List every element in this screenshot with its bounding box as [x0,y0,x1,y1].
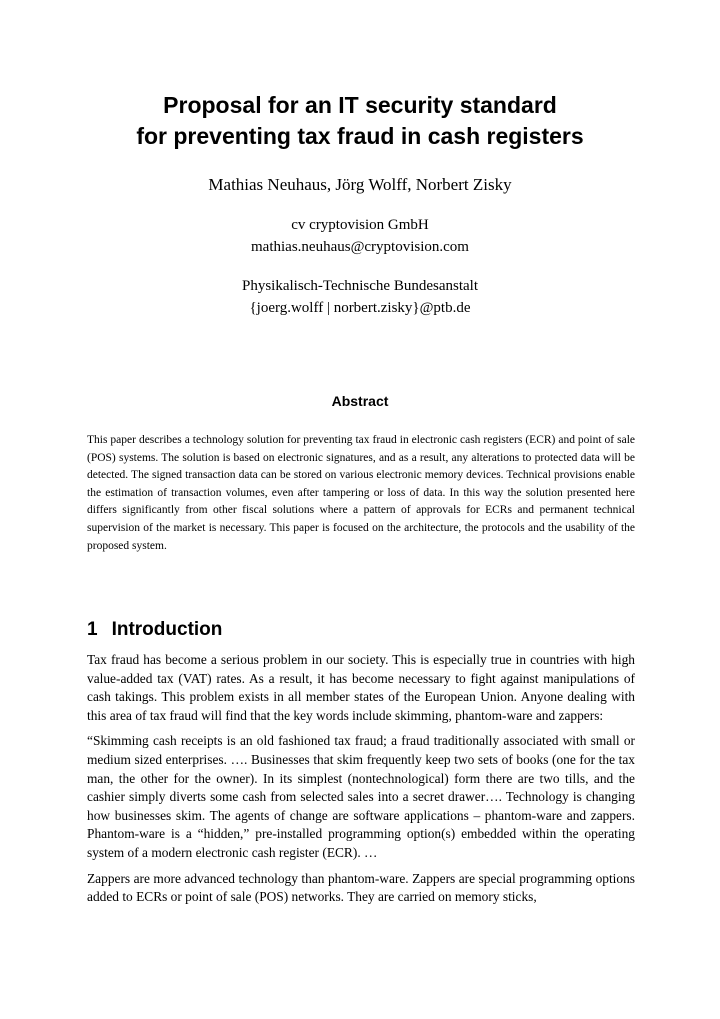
abstract-text: This paper describes a technology solution for preventing tax fraud in electronic cash registers (ECR) and point of sale (POS) systems. The solution is based on electronic signatures, and as a result, any alterations to protected data will be detected. The signed transaction data can be stored on various electronic memory devices. Technical provisions enable the estimation of transaction volumes, even after tampering or loss of data. In this way the solution presented here differs significantly from other fiscal solutions where a pattern of approvals for ECRs and permanent technical supervision of the market is necessary. This paper is focused on the architecture, the protocols and the usability of the proposed system. [87,434,635,552]
affiliation-email: mathias.neuhaus@cryptovision.com [251,239,469,255]
paragraph: Tax fraud has become a serious problem in our society. This is especially true in countries with high value-added tax (VAT) rates. As a result, it has become necessary to fight against manipulations of cash takings. This problem exists in all member states of the European Union. Anyone dealing with this area of tax fraud will find that the key words include skimming, phantom-ware and zappers: [87,652,635,723]
paragraph: Zappers are more advanced technology than phantom-ware. Zappers are special programming options added to ECRs or point of sale (POS) networks. They are carried on memory sticks, [87,870,635,905]
affiliation-cryptovision [60,214,660,258]
affiliation-ptb [60,275,660,319]
author-list: Mathias Neuhaus, Jörg Wolff, Norbert Zisky [208,175,512,194]
title-line-2: for preventing tax fraud in cash registers [136,123,584,149]
paper-title [60,90,660,152]
affiliation-email: {joerg.wolff | norbert.zisky}@ptb.de [249,300,471,316]
section-heading [87,618,222,642]
section-body [87,651,635,914]
affiliation-org: Physikalisch-Technische Bundesanstalt [242,278,478,294]
title-line-1: Proposal for an IT security standard [163,92,557,118]
affiliation-org: cv cryptovision GmbH [291,217,429,233]
section-title: Introduction [111,619,223,640]
abstract-heading: Abstract [331,393,389,409]
paragraph: “Skimming cash receipts is an old fashioned tax fraud; a fraud traditionally associated with small or medium sized enterprises. …. Businesses that skim frequently keep two sets of books (one for the tax man, the other for the owner). In its simplest (nontechnological) form there are two tills, and the cashier simply diverts some cash from selected sales into a secret drawer…. Technology is changing how businesses skim. The agents of change are software applications – phantom-ware and zappers. Phantom-ware is a “hidden,” pre-installed programming option(s) embedded within the operating system of a modern electronic cash register (ECR). … [87,733,635,860]
section-number: 1 [87,619,98,640]
